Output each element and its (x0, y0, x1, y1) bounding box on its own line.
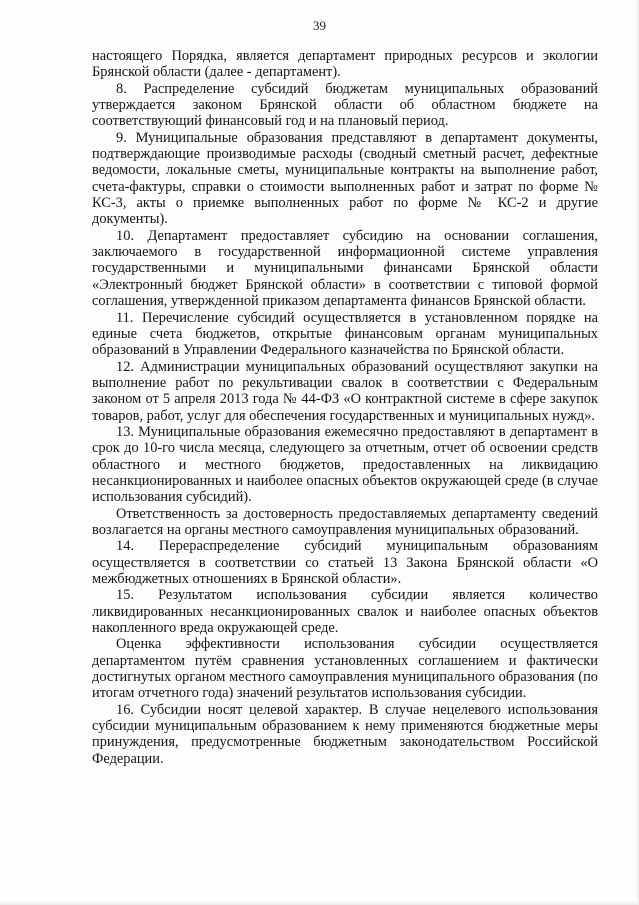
paragraph-efficiency-assessment: Оценка эффективности использования субсидии осуществляется департаментом путём сравнения установленных соглашением и фактически достигнутых органом местного самоуправления муниципального образования (по итогам отчетного года) значений результатов использования субсидии. (92, 636, 598, 702)
paragraph-continuation: настоящего Порядка, является департамент природных ресурсов и экологии Брянской области (далее - департамент). (92, 48, 598, 81)
paragraph-item-14: 14. Перераспределение субсидий муниципальным образованиям осуществляется в соответствии со статьей 13 Закона Брянской области «О межбюджетных отношениях в Брянской области». (92, 538, 598, 587)
paragraph-item-13: 13. Муниципальные образования ежемесячно предоставляют в департамент в срок до 10-го числа месяца, следующего за отчетным, отчет об освоении средств областного и местного бюджетов, предоставленных на ликвидацию несанкционированных и наиболее опасных объектов окружающей среде (в случае использования субсидий). (92, 423, 598, 506)
scan-edge-bottom (0, 901, 639, 905)
page-number: 39 (313, 18, 326, 33)
paragraph-responsibility: Ответственность за достоверность предоставляемых департаменту сведений возлагается на органы местного самоуправления муниципальных образований. (92, 505, 598, 538)
paragraph-item-9: 9. Муниципальные образования представляют в департамент документы, подтверждающие производимые расходы (сводный сметный расчет, дефектные ведомости, локальные сметы, муниципальные контракты на выполнение работ, счета-фактуры, справки о стоимости выполненных работ и затрат по форме № КС-3, акты о приемке выполненных работ по форме № КС-2 и другие документы). (92, 129, 598, 228)
paragraph-item-8: 8. Распределение субсидий бюджетам муниципальных образований утверждается законом Брянской области об областном бюджете на соответствующий финансовый год и на плановый период. (92, 80, 598, 130)
paragraph-item-11: 11. Перечисление субсидий осуществляется в установленном порядке на единые счета бюджетов, открытые финансовым органам муниципальных образований в Управлении Федерального казначейства по Брянской области. (92, 309, 598, 359)
paragraph-item-12: 12. Администрации муниципальных образований осуществляют закупки на выполнение работ по рекультивации свалок в соответствии с Федеральным законом от 5 апреля 2013 года № 44-ФЗ «О контрактной системе в сфере закупок товаров, работ, услуг для обеспечения государственных и муниципальных нужд». (92, 358, 598, 424)
paragraph-item-15: 15. Результатом использования субсидии является количество ликвидированных несанкционированных свалок и наиболее опасных объектов накопленного вреда окружающей среде. (92, 587, 598, 637)
document-body (92, 48, 598, 767)
paragraph-item-10: 10. Департамент предоставляет субсидию на основании соглашения, заключаемого в государственной информационной системе управления государственными и муниципальными финансами Брянской области «Электронный бюджет Брянской области» в соответствии с типовой формой соглашения, утвержденной приказом департамента финансов Брянской области. (92, 227, 598, 310)
paragraph-item-16: 16. Субсидии носят целевой характер. В случае нецелевого использования субсидии муниципальным образованием к нему применяются бюджетные меры принуждения, предусмотренные бюджетным законодательством Российской Федерации. (92, 701, 598, 767)
